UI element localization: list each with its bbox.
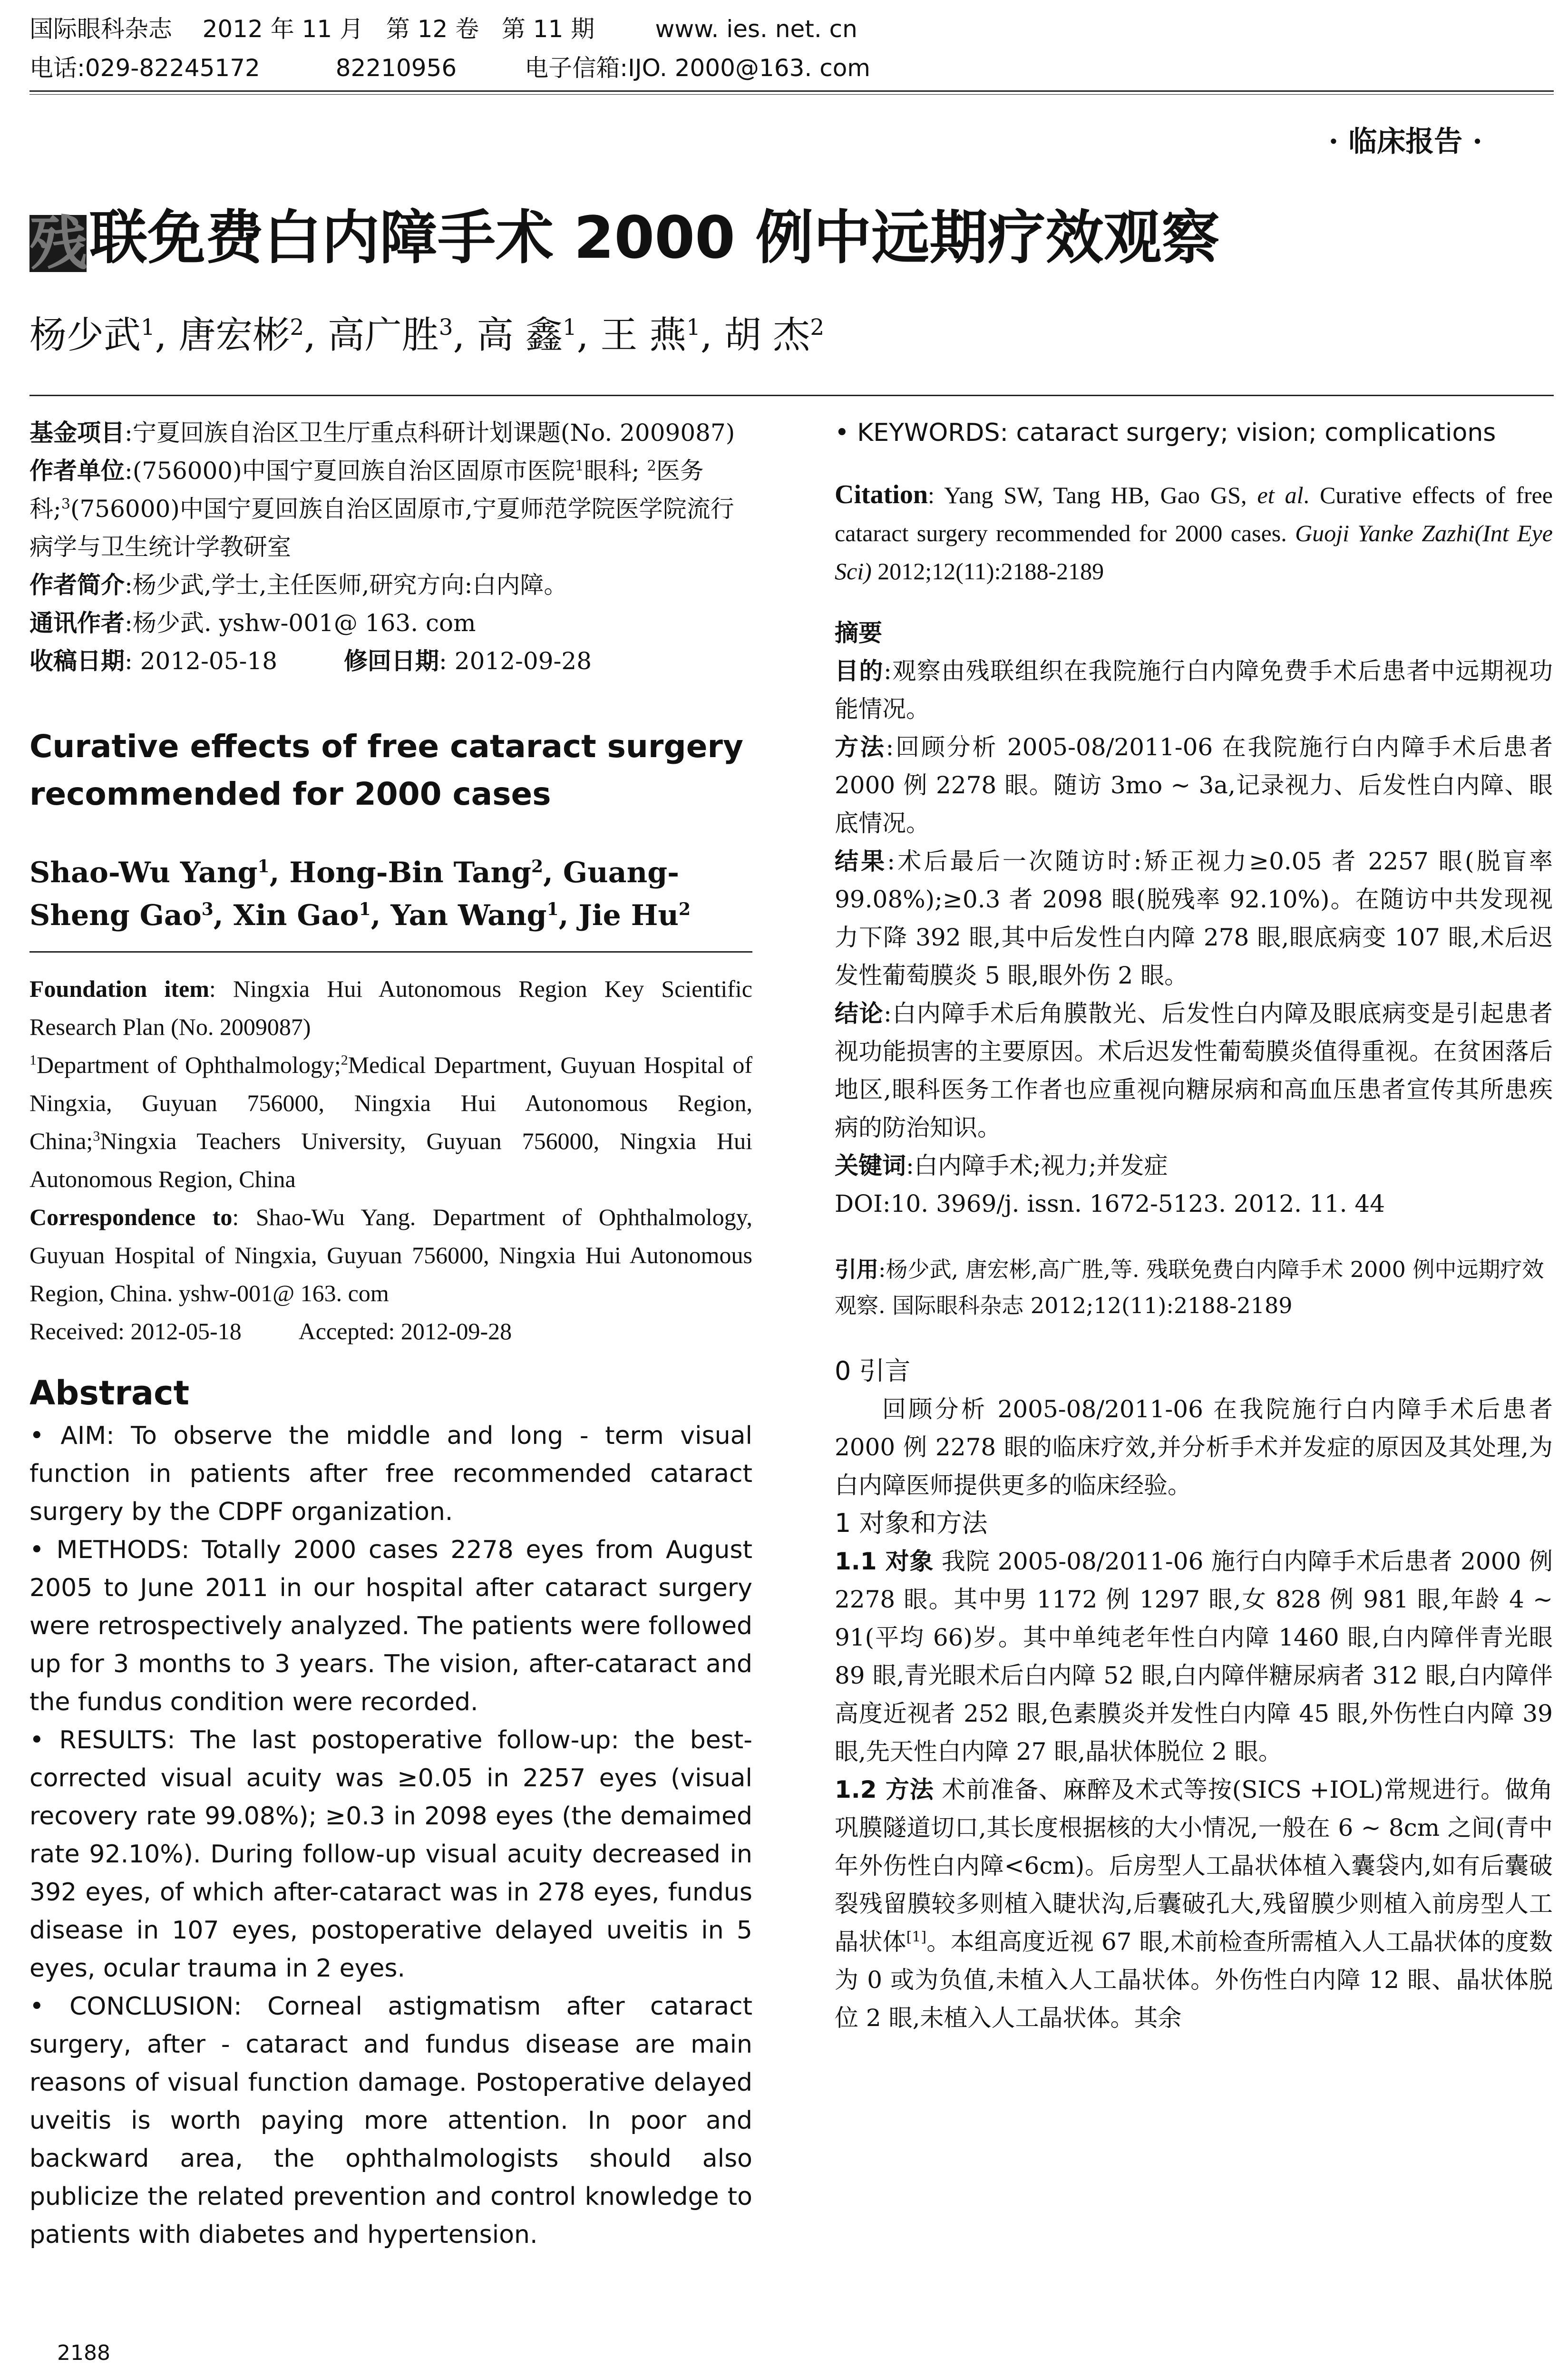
article-title [29, 200, 1220, 276]
revised-label: 修回日期 [344, 647, 439, 675]
running-header-line2: 电话:029-82245172 82210956 电子信箱:IJO. 2000@163. com [29, 54, 870, 82]
bio-text: :杨少武,学士,主任医师,研究方向:白内障。 [125, 571, 568, 599]
author-affil-sup: 1 [359, 899, 371, 919]
affil-sup: 1 [575, 458, 584, 475]
affil-sup: 2 [341, 1052, 348, 1068]
citation-text-b: . Curative effects of free cataract surgery recommended for 2000 cases. [835, 482, 1553, 546]
english-title: Curative effects of free cataract surgery recommended for 2000 cases [29, 728, 744, 812]
author-en: Xin Gao [233, 899, 359, 932]
accepted-en: Accepted: 2012-09-28 [298, 1318, 512, 1344]
affiliation-en-1: Department of Ophthalmology; [37, 1052, 341, 1078]
page-number: 2188 [57, 2341, 110, 2365]
intro-heading: 0 引言 [835, 1356, 911, 1386]
body-text [835, 1390, 1553, 2037]
affiliation-text-a-tail: 眼科; [584, 457, 640, 485]
subjects-paragraph [835, 1542, 1553, 1771]
author-separator: , [543, 856, 563, 889]
author-en: Shao-Wu Yang [29, 856, 258, 889]
header-rule-thin [29, 94, 1554, 95]
title-text: 联免费白内障手术 2000 例中远期疗效观察 [89, 204, 1220, 272]
authors-chinese [29, 309, 824, 361]
correspondence-en-label: Correspondence to [29, 1204, 233, 1230]
author-affil-sup: 1 [562, 315, 577, 341]
abstract-cn [835, 614, 1553, 1223]
received-text: : 2012-05-18 [125, 647, 278, 675]
author-affil-sup: 1 [546, 899, 559, 919]
author-separator: , [558, 899, 579, 932]
subjects-text: 我院 2005-08/2011-06 施行白内障手术后患者 2000 例 2278 眼。其中男 1172 例 1297 眼,女 828 例 981 眼,年龄 4 ~ 91(平均 66)岁。其中单纯老年性白内障 1460 眼,白内障伴青光眼 89 眼,青光眼术后白内障 52 眼,白内障伴糖尿病者 312 眼,白内障伴高度近视者 252 眼,色素膜炎并发性白内障 45 眼,外伤性白内障 39 眼,先天性白内障 27 眼,晶状体脱位 2 眼。 [835, 1548, 1553, 1765]
author-bio-cn [29, 566, 752, 604]
correspondence-en-text: : Shao-Wu Yang. Department of Ophthalmology, Guyuan Hospital of Ningxia, Guyuan 756000, Ningxia Hui Autonomous Region, China. yshw-001@ 163. com [29, 1204, 752, 1306]
affiliation-text-a: :(756000)中国宁夏回族自治区固原市医院 [125, 457, 575, 485]
methods-text: :回顾分析 2005-08/2011-06 在我院施行白内障手术后患者 2000 例 2278 眼。随访 3mo ~ 3a,记录视力、后发性白内障、眼底情况。 [835, 733, 1553, 837]
affiliation-text-b: 医务科; [29, 457, 704, 523]
conclusion-label: 结论 [835, 1000, 884, 1027]
affil-sup: 2 [647, 458, 656, 475]
author-en: Yan Wang [390, 899, 547, 932]
abstract-cn-heading: 摘要 [835, 619, 882, 647]
abstract-results: • RESULTS: The last postoperative follow-up: the best-corrected visual acuity was ≥0.05 in 2257 eyes (visual recovery rate 99.08%); ≥0.3 in 2098 eyes (the demaimed rate 92.10%). During follow-up visual acuity decreased in 392 eyes, of which after-cataract was in 278 eyes, fundus disease in 107 eyes, postoperative delayed uveitis in 5 eyes, ocular trauma in 2 eyes. [29, 1726, 752, 1983]
doi: DOI:10. 3969/j. issn. 1672-5123. 2012. 11. 44 [835, 1190, 1385, 1218]
abstract-aim: • AIM: To observe the middle and long - term visual function in patients after free recommended cataract surgery by the CDPF organization. [29, 1422, 752, 1526]
author-en: Jie Hu [578, 899, 679, 932]
author-en: Hong-Bin Tang [289, 856, 531, 889]
correspondence-label: 通讯作者 [29, 609, 125, 637]
affil-sup: 3 [93, 1128, 100, 1144]
foundation-en-label: Foundation item [29, 975, 209, 1002]
author-cn: 唐宏彬 [178, 314, 290, 357]
received-en: Received: 2012-05-18 [29, 1318, 242, 1344]
methods-section-text-b: 。本组高度近视 67 眼,术前检查所需植入人工晶状体的度数为 0 或为负值,未植入人工晶状体。外伤性白内障 12 眼、晶状体脱位 2 眼,未植入人工晶状体。其余 [835, 1928, 1553, 2032]
foundation-label: 基金项目 [29, 419, 125, 447]
results-label: 结果 [835, 848, 887, 875]
front-matter-en [29, 970, 752, 1350]
author-separator: , [213, 899, 234, 932]
author-cn: 高广胜 [327, 314, 439, 357]
foundation-en-text: : Ningxia Hui Autonomous Region Key Scientific Research Plan (No. 2009087) [29, 975, 753, 1040]
correspondence-cn [29, 604, 752, 642]
author-cn: 杨少武 [29, 314, 141, 357]
author-affil-sup: 2 [679, 899, 691, 919]
intro-paragraph: 回顾分析 2005-08/2011-06 在我院施行白内障手术后患者 2000 例 2278 眼的临床疗效,并分析手术并发症的原因及其处理,为白内障医师提供更多的临床经验。 [835, 1395, 1553, 1499]
correspondence-text: :杨少武. yshw-001@ 163. com [125, 609, 476, 637]
foundation-en [29, 970, 752, 1046]
author-separator: , [700, 314, 712, 357]
dates-cn [29, 642, 752, 680]
author-separator: , [269, 856, 290, 889]
running-header-line1: 国际眼科杂志 2012 年 11 月 第 12 卷 第 11 期 www. ies. net. cn [29, 15, 857, 43]
citation-etal: et al [1257, 482, 1304, 508]
front-matter-cn [29, 414, 752, 680]
author-separator: , [453, 314, 465, 357]
results-cn [835, 842, 1553, 994]
reference-citation: [1] [906, 1929, 927, 1946]
methods-section-text-a: 术前准备、麻醉及术式等按(SICS +IOL)常规进行。做角巩膜隧道切口,其长度根据核的大小情况,一般在 6 ~ 8cm 之间(青中年外伤性白内障<6cm)。后房型人工晶状体植入囊袋内,如有后囊破裂残留膜较多则植入睫状沟,后囊破孔大,残留膜少则植入前房型人工晶状体 [835, 1776, 1553, 1956]
header-rule [29, 90, 1554, 92]
keywords-en: • KEYWORDS: cataract surgery; vision; complications [835, 419, 1496, 447]
author-separator: , [304, 314, 328, 357]
author-affil-sup: 3 [201, 899, 214, 919]
keywords-cn-label: 关键词 [835, 1152, 906, 1179]
revised-text: : 2012-09-28 [439, 647, 592, 675]
conclusion-text: :白内障手术后角膜散光、后发性白内障及眼底病变是引起患者视功能损害的主要原因。术后迟发性葡萄膜炎值得重视。在贫困落后地区,眼科医务工作者也应重视向糖尿病和高血压患者宣传其所患疾病的防治知识。 [835, 1000, 1553, 1141]
aim-label: 目的 [835, 657, 884, 685]
affiliation-cn [29, 452, 752, 566]
citation-journal: Guoji Yanke Zazhi(Int Eye Sci) [835, 520, 1553, 585]
methods-label: 方法 [835, 733, 886, 761]
author-affil-sup: 2 [531, 857, 544, 877]
bio-label: 作者简介 [29, 571, 125, 599]
dates-en [29, 1312, 752, 1350]
title-highlighted-character: 残 [29, 210, 88, 277]
author-separator: , [370, 899, 391, 932]
citation-cn-label: 引用 [835, 1257, 878, 1282]
correspondence-en [29, 1198, 752, 1312]
affil-sup: 3 [61, 496, 70, 513]
author-affil-sup: 2 [810, 315, 825, 341]
foundation-text: :宁夏回族自治区卫生厅重点科研计划课题(No. 2009087) [125, 419, 735, 447]
affiliation-label: 作者单位 [29, 457, 125, 485]
author-separator: , [576, 314, 589, 357]
methods-section-label: 1.2 方法 [835, 1776, 934, 1803]
affiliation-en-2: Medical Department, Guyuan Hospital of Ningxia, Guyuan 756000, Ningxia Hui Autonomous Region, China; [29, 1052, 753, 1154]
author-affil-sup: 1 [686, 315, 701, 341]
affiliation-en-3: Ningxia Teachers University, Guyuan 756000, Ningxia Hui Autonomous Region, China [29, 1128, 752, 1192]
methods-cn [835, 728, 1553, 842]
citation-text-c: 2012;12(11):2188-2189 [871, 558, 1104, 585]
right-column [835, 414, 1553, 2037]
author-affil-sup: 3 [438, 315, 453, 341]
affil-sup: 1 [29, 1052, 37, 1068]
aim-cn [835, 652, 1553, 728]
author-en: Guang-Sheng Gao [29, 856, 680, 932]
results-text: :术后最后一次随访时:矫正视力≥0.05 者 2257 眼(脱盲率 99.08%);≥0.3 者 2098 眼(脱残率 92.10%)。在随访中共发现视力下降 392 眼,其中后发性白内障 278 眼,眼底病变 107 眼,术后迟发性葡萄膜炎 5 眼,眼外伤 2 眼。 [835, 848, 1553, 989]
abstract-heading: Abstract [29, 1374, 190, 1413]
aim-text: :观察由残联组织在我院施行白内障免费手术后患者中远期视功能情况。 [835, 657, 1553, 723]
affiliations-en [29, 1046, 752, 1198]
author-affil-sup: 1 [141, 315, 155, 341]
left-column [29, 414, 752, 2254]
conclusion-cn [835, 994, 1553, 1147]
methods-paragraph [835, 1771, 1553, 2037]
author-cn: 胡 杰 [724, 314, 810, 357]
author-separator: , [155, 314, 179, 357]
citation-label: Citation [835, 480, 928, 509]
citation-cn [835, 1251, 1553, 1324]
foundation-cn [29, 414, 752, 452]
affiliation-text-c: (756000)中国宁夏回族自治区固原市,宁夏师范学院医学院流行病学与卫生统计学教研室 [29, 495, 734, 561]
received-label: 收稿日期 [29, 647, 125, 675]
abstract-en [29, 1417, 752, 2254]
citation-cn-text: :杨少武, 唐宏彬,高广胜,等. 残联免费白内障手术 2000 例中远期疗效观察. 国际眼科杂志 2012;12(11):2188-2189 [835, 1257, 1544, 1318]
authors-english [29, 851, 752, 937]
abstract-methods: • METHODS: Totally 2000 cases 2278 eyes from August 2005 to June 2011 in our hospital after cataract surgery were retrospectively analyzed. The patients were followed up for 3 months to 3 years. The vision, after-cataract and the fundus condition were recorded. [29, 1536, 752, 1716]
author-cn: 王 燕 [600, 314, 687, 357]
section1-heading: 1 对象和方法 [835, 1508, 988, 1538]
keywords-cn [835, 1147, 1553, 1185]
title-block-rule [29, 395, 1554, 396]
citation-text-a: : Yang SW, Tang HB, Gao GS, [928, 482, 1257, 508]
abstract-conclusion: • CONCLUSION: Corneal astigmatism after cataract surgery, after - cataract and fundus disease are main reasons of visual function damage. Postoperative delayed uveitis is worth paying more attention. In poor and backward area, the ophthalmologists should also publicize the related prevention and control knowledge to patients with diabetes and hypertension. [29, 1992, 752, 2249]
author-affil-sup: 2 [290, 315, 304, 341]
citation-en [835, 476, 1553, 590]
author-affil-sup: 1 [257, 857, 270, 877]
author-cn: 高 鑫 [477, 314, 563, 357]
keywords-cn-text: :白内障手术;视力;并发症 [906, 1152, 1168, 1179]
section-tag: · 临床报告 · [1328, 125, 1482, 158]
subjects-label: 1.1 对象 [835, 1548, 934, 1575]
